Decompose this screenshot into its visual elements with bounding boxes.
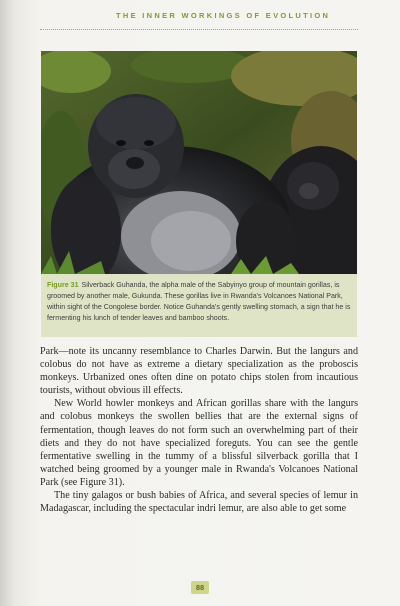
- paragraph-1: Park—note its uncanny resemblance to Charles Darwin. But the langurs and colobus do not have as extreme a dietary specialization as the proboscis monkeys. Urbanized ones often dine on potato chips stolen from incautious tourists, without obvious ill effects.: [40, 346, 358, 397]
- figure-caption: [47, 280, 353, 324]
- header-divider: [40, 29, 358, 30]
- page-number: 88: [191, 581, 209, 594]
- figure-caption-text: Silverback Guhanda, the alpha male of the Sabyinyo group of mountain gorillas, is groomed by another male, Gukunda. These gorillas live in Rwanda's Volcanoes National Park, within sight of the Congolese border. Notice Guhanda's gently swelling stomach, a sign that he is fermenting his lunch of tender leaves and bamboo shoots.: [47, 281, 351, 322]
- running-head: THE INNER WORKINGS OF EVOLUTION: [116, 11, 331, 20]
- paragraph-3: The tiny galagos or bush babies of Africa, and several species of lemur in Madagascar, including the spectacular indri lemur, are also able to get some: [40, 490, 358, 515]
- figure-label: Figure 31: [47, 281, 79, 289]
- body-text: [40, 345, 358, 515]
- paragraph-2: New World howler monkeys and African gorillas share with the langurs and colobus monkeys the swollen bellies that are the external signs of fermentation, though leaves do not form such an overwhelming part of their diets and they do not have specialized foreguts. You can see the gentle fermentative swelling in the tummy of a blissful silverback gorilla that I watched being groomed by a younger male in Rwanda's Volcanoes National Park (see Figure 31).: [40, 398, 358, 488]
- gorilla-photo: [41, 51, 357, 274]
